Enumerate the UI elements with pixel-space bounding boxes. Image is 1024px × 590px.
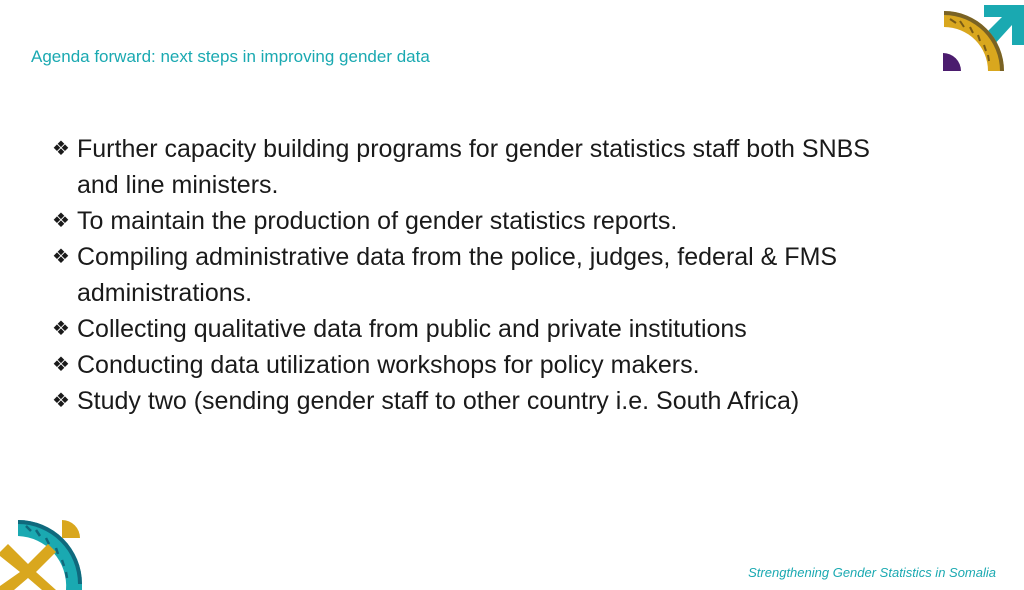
bullet-text: Compiling administrative data from the police, judges, federal & FMS administrations.: [77, 243, 838, 307]
bullet-item: [52, 203, 912, 239]
bullet-text: Conducting data utilization workshops for policy makers.: [77, 351, 700, 379]
bullet-text: Study two (sending gender staff to other country i.e. South Africa): [77, 387, 800, 415]
bullet-diamond-icon: ❖: [52, 246, 70, 268]
bullet-text: Collecting qualitative data from public and private institutions: [77, 315, 747, 343]
bullet-text: Further capacity building programs for gender statistics staff both SNBS and line ministers.: [77, 135, 870, 199]
bullet-diamond-icon: ❖: [52, 354, 70, 376]
bullet-item: [52, 311, 912, 347]
footer-text: Strengthening Gender Statistics in Somalia: [748, 565, 996, 580]
bullet-diamond-icon: ❖: [52, 390, 70, 412]
bullet-diamond-icon: ❖: [52, 210, 70, 232]
bullet-list: [52, 131, 912, 419]
bullet-item: [52, 239, 912, 311]
bullet-item: [52, 383, 912, 419]
slide-title: Agenda forward: next steps in improving gender data: [31, 47, 430, 66]
gender-symbol-logo-icon: [0, 516, 84, 590]
bullet-item: [52, 131, 912, 203]
bullet-diamond-icon: ❖: [52, 318, 70, 340]
bullet-diamond-icon: ❖: [52, 138, 70, 160]
gender-symbol-logo-icon: [940, 5, 1024, 73]
bullet-item: [52, 347, 912, 383]
bullet-text: To maintain the production of gender statistics reports.: [77, 207, 678, 235]
